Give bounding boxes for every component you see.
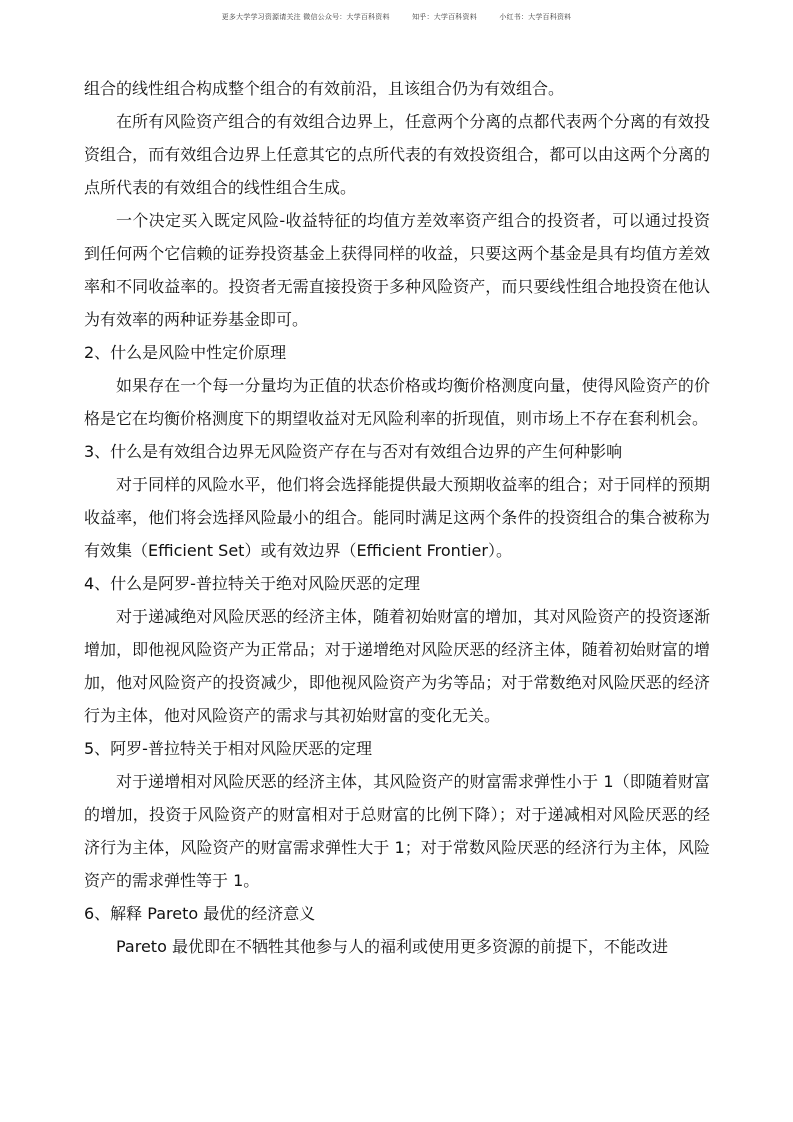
paragraph: 如果存在一个每一分量均为正值的状态价格或均衡价格测度向量，使得风险资产的价格是它在均衡价格测度下的期望收益对无风险利率的折现值，则市场上不存在套利机会。 <box>84 376 710 428</box>
paragraph: 对于递增相对风险厌恶的经济主体，其风险资产的财富需求弹性小于 1（即随着财富的增加，投资于风险资产的财富相对于总财富的比例下降）；对于递减相对风险厌恶的经济行为主体，风险资产的财富需求弹性大于 1；对于常数风险厌恶的经济行为主体，风险资产的需求弹性等于 1。 <box>84 772 710 890</box>
section-heading: 5、阿罗-普拉特关于相对风险厌恶的定理 <box>84 739 372 758</box>
paragraph: 在所有风险资产组合的有效组合边界上，任意两个分离的点都代表两个分离的有效投资组合，而有效组合边界上任意其它的点所代表的有效投资组合，都可以由这两个分离的点所代表的有效组合的线性组合生成。 <box>84 112 710 197</box>
section-heading: 6、解释 Pareto 最优的经济意义 <box>84 904 316 923</box>
header-zhihu-note: 知乎：大学百科资料 <box>412 13 477 21</box>
section-heading: 2、什么是风险中性定价原理 <box>84 343 287 362</box>
paragraph: 一个决定买入既定风险-收益特征的均值方差效率资产组合的投资者，可以通过投资到任何两个它信赖的证券投资基金上获得同样的收益，只要这两个基金是具有均值方差效率和不同收益率的。投资者无需直接投资于多种风险资产，而只要线性组合地投资在他认为有效率的两种证券基金即可。 <box>84 211 710 329</box>
paragraph: 对于递减绝对风险厌恶的经济主体，随着初始财富的增加，其对风险资产的投资逐渐增加，即他视风险资产为正常品；对于递增绝对风险厌恶的经济主体，随着初始财富的增加，他对风险资产的投资减少，即他视风险资产为劣等品；对于常数绝对风险厌恶的经济行为主体，他对风险资产的需求与其初始财富的变化无关。 <box>84 607 710 725</box>
document-body <box>84 72 710 963</box>
section-heading: 3、什么是有效组合边界无风险资产存在与否对有效组合边界的产生何种影响 <box>84 442 623 461</box>
section-heading: 4、什么是阿罗-普拉特关于绝对风险厌恶的定理 <box>84 574 420 593</box>
paragraph: 组合的线性组合构成整个组合的有效前沿，且该组合仍为有效组合。 <box>84 79 565 98</box>
paragraph: Pareto 最优即在不牺牲其他参与人的福利或使用更多资源的前提下，不能改进 <box>116 937 668 956</box>
header-xiaohongshu-note: 小红书：大学百科资料 <box>499 13 572 21</box>
header-wechat-note: 更多大学学习资源请关注 微信公众号：大学百科资料 <box>221 13 390 21</box>
paragraph: 对于同样的风险水平，他们将会选择能提供最大预期收益率的组合；对于同样的预期收益率，他们将会选择风险最小的组合。能同时满足这两个条件的投资组合的集合被称为有效集（Efficient Set）或有效边界（Efficient Frontier）。 <box>84 475 710 560</box>
page-header <box>0 12 793 22</box>
